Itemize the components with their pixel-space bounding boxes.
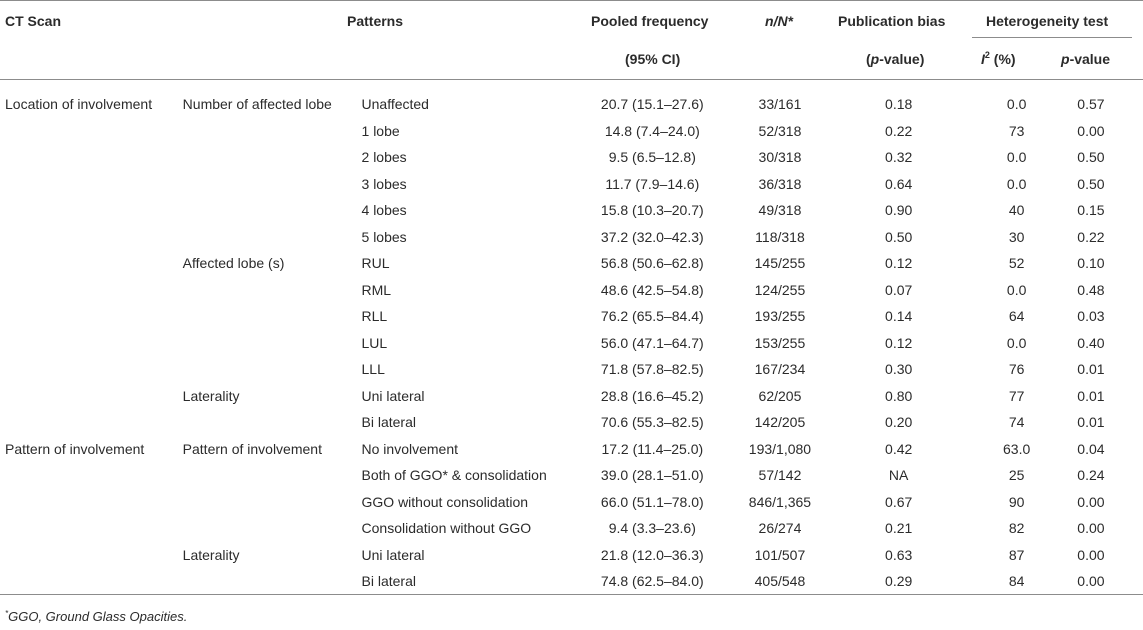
row-subcategory [183,171,362,198]
row-subcategory [183,489,362,516]
header-patterns: Patterns [347,13,404,29]
row-p-value: 0.01 [1077,361,1105,378]
row-pooled-frequency: 14.8 (7.4–24.0) [604,122,700,139]
row-p-value: 0.01 [1077,387,1105,404]
row-pooled-frequency: 56.0 (47.1–64.7) [600,334,704,351]
row-i-squared: 40 [1008,202,1025,219]
footnote-text: GGO, Ground Glass Opacities. [8,609,188,624]
row-i-squared: 64 [1008,308,1025,325]
pvalue-suffix: -value) [879,51,925,67]
row-i-squared: 73 [1008,122,1025,139]
row-p-value: 0.50 [1077,175,1105,192]
row-publication-bias: 0.12 [885,334,913,351]
row-pooled-frequency: 66.0 (51.1–78.0) [600,493,704,510]
i-letter: I [981,51,985,67]
row-pattern: Both of GGO* & consolidation [361,467,547,484]
row-pooled-frequency: 70.6 (55.3–82.5) [600,414,704,431]
row-publication-bias: 0.67 [885,493,913,510]
row-category [0,171,183,198]
row-pooled-frequency: 39.0 (28.1–51.0) [600,467,704,484]
row-subcategory [183,515,362,542]
row-n-over-n: 62/205 [758,387,802,404]
heterogeneity-span-rule [972,37,1132,38]
row-publication-bias: 0.32 [885,149,913,166]
table-row [0,91,1143,118]
row-publication-bias: 0.42 [885,440,913,457]
table-row [0,462,1143,489]
row-i-squared: 76 [1008,361,1025,378]
row-i-squared: 74 [1008,414,1025,431]
row-publication-bias: 0.63 [885,546,913,563]
row-pattern: 4 lobes [361,202,407,219]
table-row [0,568,1143,595]
row-pattern: Uni lateral [361,546,425,563]
table-row [0,436,1143,463]
row-i-squared: 0.0 [1006,334,1027,351]
row-pooled-frequency: 56.8 (50.6–62.8) [600,255,704,272]
row-n-over-n: 167/234 [754,361,806,378]
row-n-over-n: 33/161 [758,96,802,113]
row-publication-bias: 0.80 [885,387,913,404]
row-pattern: RLL [361,308,388,325]
row-subcategory [183,330,362,357]
row-n-over-n: 57/142 [758,467,802,484]
table-row [0,330,1143,357]
row-category [0,224,183,251]
row-p-value: 0.00 [1077,493,1105,510]
header-n-over-n: n/N* [765,13,793,29]
header-heterogeneity-test: Heterogeneity test [986,13,1109,29]
header-bottom-rule [0,79,1143,80]
row-pattern: GGO without consolidation [361,493,529,510]
table-row [0,224,1143,251]
row-p-value: 0.22 [1077,228,1105,245]
row-pattern: 5 lobes [361,228,407,245]
row-n-over-n: 101/507 [754,546,806,563]
row-subcategory [183,118,362,145]
row-category [0,489,183,516]
row-subcategory [183,303,362,330]
row-category [0,250,183,277]
row-p-value: 0.48 [1077,281,1105,298]
table-row [0,356,1143,383]
row-n-over-n: 30/318 [758,149,802,166]
row-subcategory: Laterality [182,387,240,404]
row-pattern: Bi lateral [361,414,416,431]
row-p-value: 0.24 [1077,467,1105,484]
row-publication-bias: 0.21 [885,520,913,537]
row-category [0,462,183,489]
row-n-over-n: 52/318 [758,122,802,139]
row-n-over-n: 118/318 [755,228,805,245]
row-pooled-frequency: 11.7 (7.9–14.6) [605,175,700,192]
row-pooled-frequency: 9.4 (3.3–23.6) [608,520,696,537]
header-publication-bias-pvalue: (p-value) [866,51,925,67]
row-i-squared: 84 [1008,573,1025,590]
row-pattern: LLL [361,361,385,378]
table-bottom-rule [0,594,1143,595]
row-subcategory [183,144,362,171]
row-i-squared: 87 [1008,546,1025,563]
table-row [0,144,1143,171]
row-n-over-n: 49/318 [758,202,802,219]
table-row [0,489,1143,516]
row-category [0,542,183,569]
row-i-squared: 0.0 [1006,149,1027,166]
row-subcategory: Pattern of involvement [182,440,322,457]
row-i-squared: 63.0 [1003,440,1031,457]
row-n-over-n: 405/548 [754,573,806,590]
row-publication-bias: 0.22 [885,122,913,139]
row-p-value: 0.00 [1077,546,1105,563]
row-i-squared: 90 [1008,493,1025,510]
row-pattern: Consolidation without GGO [361,520,532,537]
row-publication-bias: 0.64 [885,175,913,192]
table-row [0,250,1143,277]
row-i-squared: 52 [1008,255,1025,272]
row-n-over-n: 36/318 [758,175,802,192]
table-row [0,542,1143,569]
row-n-over-n: 145/255 [754,255,806,272]
row-pattern: RML [361,281,392,298]
row-category [0,330,183,357]
header-i-squared [981,51,1016,67]
row-pattern: No involvement [361,440,459,457]
header-pooled-frequency: Pooled frequency [591,13,709,29]
row-p-value: 0.00 [1077,122,1105,139]
percent-suffix: (%) [989,51,1016,67]
row-pooled-frequency: 20.7 (15.1–27.6) [600,96,704,113]
row-pattern: 3 lobes [361,175,407,192]
row-i-squared: 0.0 [1006,175,1027,192]
pvalue-suffix: -value [1069,51,1111,67]
row-i-squared: 82 [1008,520,1025,537]
data-table [0,91,1143,595]
row-n-over-n: 124/255 [754,281,806,298]
row-pooled-frequency: 37.2 (32.0–42.3) [600,228,704,245]
row-publication-bias: 0.18 [885,96,913,113]
row-category [0,197,183,224]
row-publication-bias: 0.29 [885,573,913,590]
row-category: Pattern of involvement [5,440,145,457]
row-pattern: Bi lateral [361,573,416,590]
row-i-squared: 30 [1008,228,1025,245]
row-category [0,515,183,542]
table-row [0,171,1143,198]
row-pooled-frequency: 28.8 (16.6–45.2) [600,387,704,404]
row-p-value: 0.00 [1077,520,1105,537]
row-publication-bias: 0.90 [885,202,913,219]
row-subcategory [183,568,362,595]
table-row [0,303,1143,330]
row-pooled-frequency: 21.8 (12.0–36.3) [600,546,704,563]
row-n-over-n: 846/1,365 [748,493,812,510]
row-category [0,356,183,383]
row-pooled-frequency: 17.2 (11.4–25.0) [601,440,704,457]
row-subcategory [183,277,362,304]
table-row [0,409,1143,436]
row-publication-bias: 0.30 [885,361,913,378]
row-pooled-frequency: 76.2 (65.5–84.4) [600,308,704,325]
row-pooled-frequency: 74.8 (62.5–84.0) [600,573,704,590]
row-subcategory [183,224,362,251]
row-p-value: 0.00 [1077,573,1105,590]
row-subcategory [183,409,362,436]
row-pooled-frequency: 48.6 (42.5–54.8) [600,281,704,298]
row-category [0,118,183,145]
row-pooled-frequency: 15.8 (10.3–20.7) [600,202,704,219]
row-subcategory [183,462,362,489]
row-pattern: 2 lobes [361,149,407,166]
row-publication-bias: 0.14 [885,308,913,325]
footnote [5,609,187,624]
row-publication-bias: 0.12 [885,255,913,272]
row-n-over-n: 193/255 [754,308,806,325]
row-category [0,144,183,171]
row-i-squared: 25 [1008,467,1025,484]
row-pooled-frequency: 71.8 (57.8–82.5) [600,361,704,378]
table-row [0,277,1143,304]
table-row [0,383,1143,410]
p-letter: p [1061,51,1070,67]
header-pooled-ci: (95% CI) [625,51,681,67]
row-p-value: 0.03 [1077,308,1105,325]
footnote-mark: * [5,609,9,618]
row-p-value: 0.10 [1077,255,1105,272]
row-p-value: 0.50 [1077,149,1105,166]
row-n-over-n: 193/1,080 [748,440,812,457]
header-p-value [1061,51,1110,67]
row-p-value: 0.15 [1077,202,1105,219]
row-p-value: 0.40 [1077,334,1105,351]
row-category [0,303,183,330]
table-row [0,197,1143,224]
row-pattern: RUL [361,255,390,272]
row-publication-bias: NA [888,467,909,484]
row-pattern: Unaffected [361,96,429,113]
row-subcategory: Affected lobe (s) [182,255,285,272]
row-p-value: 0.57 [1077,96,1105,113]
row-pattern: 1 lobe [361,122,400,139]
p-letter: p [870,51,880,67]
table-row [0,515,1143,542]
header-ct-scan: CT Scan [5,13,62,29]
table-row [0,118,1143,145]
row-n-over-n: 153/255 [754,334,806,351]
row-subcategory: Laterality [182,546,240,563]
row-pattern: LUL [361,334,388,351]
superscript-two: 2 [984,50,990,60]
row-p-value: 0.01 [1077,414,1105,431]
row-n-over-n: 142/205 [754,414,806,431]
header-publication-bias: Publication bias [838,13,946,29]
table-top-rule [0,0,1143,1]
row-category [0,568,183,595]
row-p-value: 0.04 [1077,440,1105,457]
row-subcategory [183,356,362,383]
row-n-over-n: 26/274 [758,520,802,537]
row-category [0,277,183,304]
row-category [0,383,183,410]
row-publication-bias: 0.07 [885,281,913,298]
row-i-squared: 0.0 [1006,281,1027,298]
row-category [0,409,183,436]
row-pooled-frequency: 9.5 (6.5–12.8) [608,149,696,166]
row-publication-bias: 0.50 [885,228,913,245]
row-publication-bias: 0.20 [885,414,913,431]
row-category: Location of involvement [5,96,153,113]
row-subcategory: Number of affected lobe [182,96,332,113]
row-subcategory [183,197,362,224]
row-pattern: Uni lateral [361,387,425,404]
row-i-squared: 77 [1008,387,1025,404]
row-i-squared: 0.0 [1006,96,1027,113]
